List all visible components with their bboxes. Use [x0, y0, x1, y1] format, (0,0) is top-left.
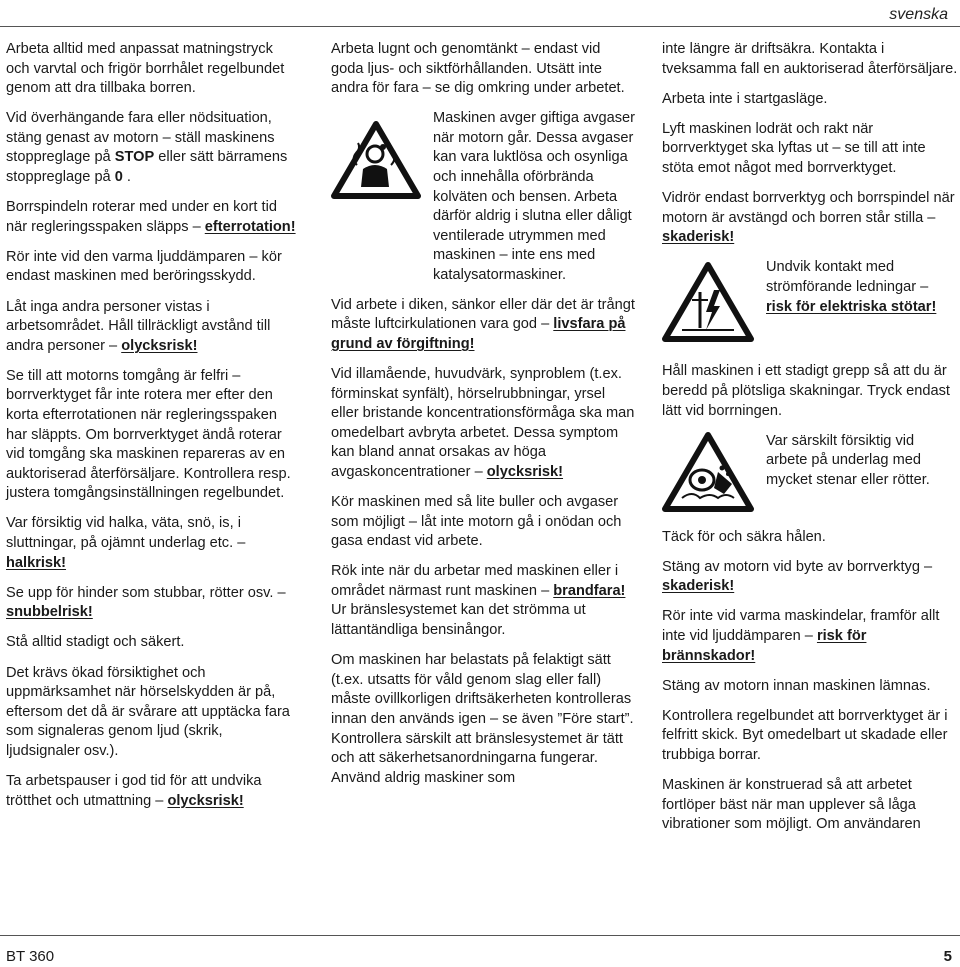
paragraph-damaged-machine: Om maskinen har belastats på felaktigt sätt (t.ex. utsatts för våld genom slag eller fall) måste ovillkorligen driftsäkerheten kontrolleras innan den används igen – se även ”Före start”. Kontrollera särskilt att bränslesystemet är tätt och att säkerhetsanordningarna fungerar. Använd aldrig maskiner som: [331, 652, 634, 786]
column-3: [662, 40, 958, 845]
ground-warning-block: [662, 432, 958, 512]
zero-label: 0: [114, 169, 123, 186]
column-1: [6, 40, 296, 822]
paragraph-cover-holes: Täck för och säkra hålen.: [662, 528, 826, 545]
paragraph-emergency: Vid överhängande fara eller nödsituation, stäng genast av motorn – ställ maskinens stoppreglage på STOP eller sätt bärramens stoppreglage på 0 .: [6, 110, 288, 186]
electric-warning-text: Undvik kontakt med strömförande ledningar – risk för elektriska stötar!: [766, 259, 937, 315]
warning-symptoms-accident: olycksrisk!: [486, 463, 564, 480]
warning-injury-risk-change: skaderisk!: [662, 578, 735, 595]
warning-injury-risk-tool: skaderisk!: [662, 229, 735, 246]
electric-shock-warning-icon: [662, 262, 766, 342]
paragraph-low-noise: Kör maskinen med så lite buller och avgaser som möjligt – låt inte motorn gå i onödan och gasa endast vid arbete.: [331, 493, 622, 550]
paragraph-no-start-throttle: Arbeta inte i startgasläge.: [662, 90, 828, 107]
language-label: svenska: [889, 6, 948, 23]
warning-trip-risk: snubbelrisk!: [6, 604, 93, 621]
paragraph-pressure: Arbeta alltid med anpassat matningstryck och varvtal och frigör borrhålet regelbundet genom att dra tillbaka borren.: [6, 41, 285, 97]
exhaust-warning-block: [331, 109, 635, 285]
paragraph-touch-tool: Vidrör endast borrverktyg och borrspindel när motorn är avstängd och borren står stilla – skaderisk!: [662, 190, 955, 246]
paragraph-ventilation: Vid arbete i diken, sänkor eller där det är trångt måste luftcirkulationen vara god – livsfara på grund av förgiftning!: [331, 296, 635, 352]
paragraph-idle: Se till att motorns tomgång är felfri – borrverktyget får inte rotera mer efter den korta efterrotationen när regleringsspaken har släppts. Om borrverktyget ändå roterar vid tomgång ska maskinen repareras av en auktoriserad återförsäljare. Kontrollera resp. justera tomgångsinställningen regelbundet.: [6, 367, 291, 502]
footer-rule: [0, 935, 960, 936]
warning-poisoning: livsfara på grund av förgiftning!: [331, 316, 626, 352]
column-2: [331, 40, 635, 799]
paragraph-firm-grip: Håll maskinen i ett stadigt grepp så att du är beredd på plötsliga skakningar. Tryck endast lätt vid borrningen.: [662, 363, 950, 419]
paragraph-slippery: Var försiktig vid halka, väta, snö, is, i sluttningar, på ojämnt underlag etc. – halkrisk!: [6, 515, 246, 571]
paragraph-change-tool: Stäng av motorn vid byte av borrverktyg – skaderisk!: [662, 558, 933, 595]
paragraph-lift-vertically: Lyft maskinen lodrät och rakt när borrverktyget ska lyftas ut – se till att inte stöta emot något med borrverktyget.: [662, 120, 926, 176]
toxic-exhaust-warning-icon: [331, 121, 433, 199]
warning-fire-risk: brandfara!: [553, 582, 626, 599]
paragraph-obstacles: Se upp för hinder som stubbar, rötter osv. – snubbelrisk!: [6, 584, 286, 621]
electric-warning-block: [662, 258, 958, 342]
paragraph-hot-parts: Rör inte vid varma maskindelar, framför allt inte vid ljuddämparen – risk för brännskador!: [662, 608, 940, 664]
paragraph-dealer: inte längre är driftsäkra. Kontakta i tveksamma fall en auktoriserad återförsäljare.: [662, 41, 958, 77]
paragraph-check-tool: Kontrollera regelbundet att borrverktyget är i felfritt skick. Byt omedelbart ut skadade eller trubbiga borrar.: [662, 707, 948, 763]
paragraph-stop-before-leaving: Stäng av motorn innan maskinen lämnas.: [662, 677, 931, 694]
paragraph-work-calmly: Arbeta lugnt och genomtänkt – endast vid goda ljus- och siktförhållanden. Utsätt inte andra för fara – se dig omkring under arbetet.: [331, 41, 625, 97]
exhaust-warning-text: Maskinen avger giftiga avgaser när motorn går. Dessa avgaser kan vara luktlösa och osynliga och innehålla oförbrända kolväten och bensen. Arbeta därför aldrig i slutna eller dåligt ventilerade utrymmen med maskinen – inte ens med katalysatormaskiner.: [433, 110, 635, 284]
paragraph-stand-safe: Stå alltid stadigt och säkert.: [6, 634, 185, 651]
model-label: BT 360: [6, 948, 55, 965]
stop-label: STOP: [114, 149, 155, 166]
page-number: 5: [943, 948, 952, 965]
paragraph-no-smoking: Rök inte när du arbetar med maskinen eller i området närmast runt maskinen – brandfara! Ur bränslesystemet kan det strömma ut lättantändliga bensinångor.: [331, 563, 626, 639]
warning-accident-risk: olycksrisk!: [121, 337, 198, 354]
paragraph-bystanders: Låt inga andra personer vistas i arbetsområdet. Håll tillräckligt avstånd till andra personer – olycksrisk!: [6, 298, 271, 354]
paragraph-muffler: Rör inte vid den varma ljuddämparen – kör endast maskinen med beröringsskydd.: [6, 248, 282, 285]
warning-burn-risk: risk för brännskador!: [662, 628, 867, 664]
ground-warning-text: Var särskilt försiktig vid arbete på underlag med mycket stenar eller rötter.: [766, 432, 930, 488]
header-rule: [0, 26, 960, 27]
stony-ground-warning-icon: [662, 432, 766, 512]
warning-slip-risk: halkrisk!: [6, 554, 67, 571]
warning-electric-shock: risk för elektriska stötar!: [766, 298, 937, 315]
paragraph-breaks: Ta arbetspauser i god tid för att undvika trötthet och utmattning – olycksrisk!: [6, 773, 262, 809]
warning-fatigue-accident: olycksrisk!: [167, 792, 244, 809]
warning-after-rotation: efterrotation!: [204, 218, 296, 235]
paragraph-after-rotation: Borrspindeln roterar med under en kort tid när regleringsspaken släpps – efterrotation!: [6, 199, 296, 235]
paragraph-hearing: Det krävs ökad försiktighet och uppmärksamhet när hörselskydden är på, eftersom det då är svårare att upptäcka fara som signaleras genom ljud (skrik, ljudsignaler osv.).: [6, 664, 290, 759]
paragraph-vibrations: Maskinen är konstruerad så att arbetet fortlöper bäst när man upplever så låga vibrationer som möjligt. Om användaren: [662, 777, 921, 833]
paragraph-symptoms: Vid illamående, huvudvärk, synproblem (t.ex. förminskat synfält), hörselrubbningar, yrsel eller bristande koncentrationsförmåga ska man omedelbart avbryta arbetet. Dessa symptom kan bland annat orsakas av höga avgaskoncentrationer – olycksrisk!: [331, 365, 635, 480]
